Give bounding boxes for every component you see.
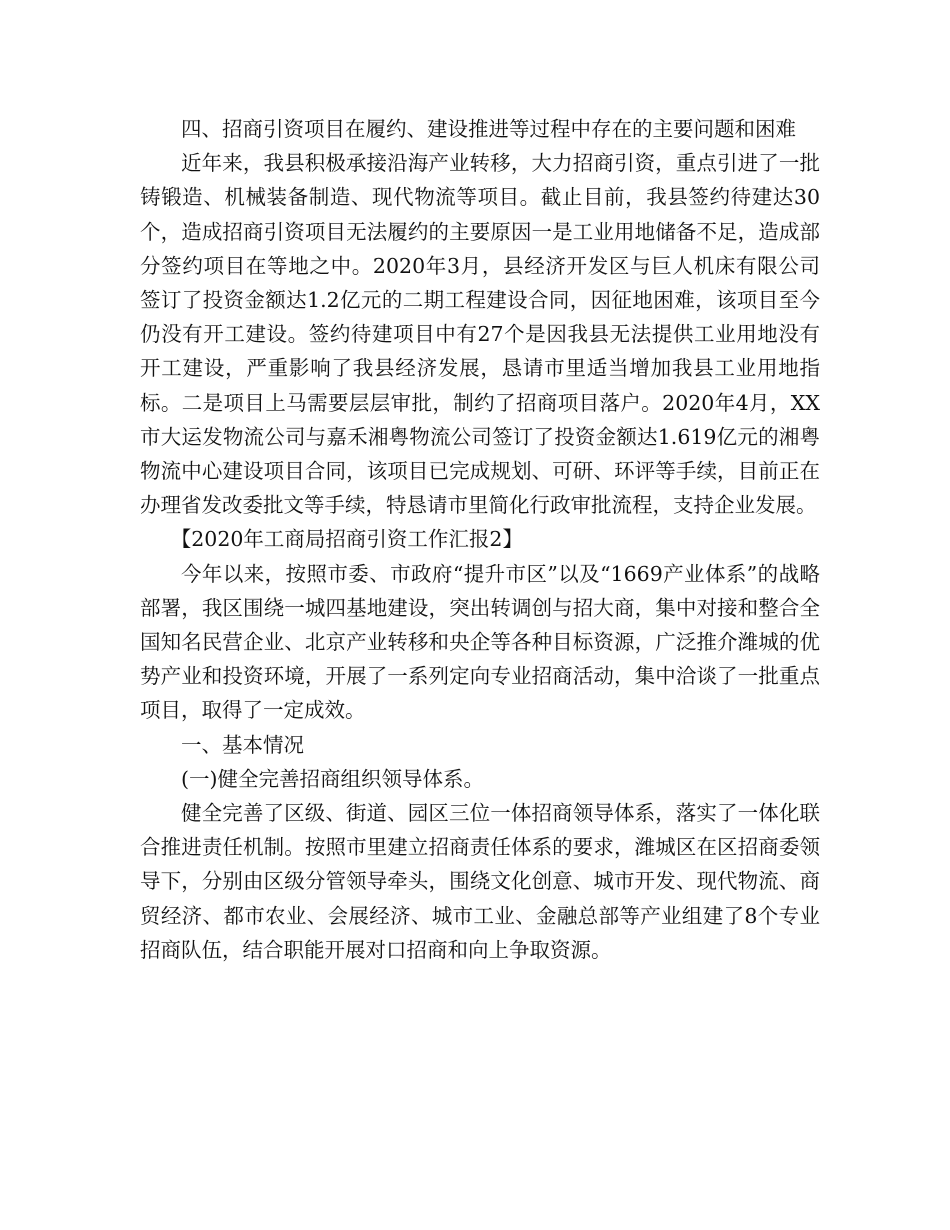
section-heading-basic: 一、基本情况: [181, 732, 304, 757]
document-page: [140, 112, 820, 967]
body-paragraph-leadership: 健全完善了区级、街道、园区三位一体招商领导体系，落实了一体化联合推进责任机制。按照市里建立招商责任体系的要求，潍城区在区招商委领导下，分别由区级分管领导牵头，围绕文化创意、城市开发、现代物流、商贸经济、都市农业、会展经济、城市工业、金融总部等产业组建了8个专业招商队伍，结合职能开展对口招商和向上争取资源。: [140, 801, 820, 962]
body-paragraph-problems: 近年来，我县积极承接沿海产业转移，大力招商引资，重点引进了一批铸锻造、机械装备制造、现代物流等项目。截止目前，我县签约待建达30个，造成招商引资项目无法履约的主要原因一是工业用地储备不足，造成部分签约项目在等地之中。2020年3月，县经济开发区与巨人机床有限公司签订了投资金额达1.2亿元的二期工程建设合同，因征地困难，该项目至今仍没有开工建设。签约待建项目中有27个是因我县无法提供工业用地没有开工建设，严重影响了我县经济发展，恳请市里适当增加我县工业用地指标。二是项目上马需要层层审批，制约了招商项目落户。2020年4月，XX市大运发物流公司与嘉禾湘粤物流公司签订了投资金额达1.619亿元的湘粤物流中心建设项目合同，该项目已完成规划、可研、环评等手续，目前正在办理省发改委批文等手续，特恳请市里简化行政审批流程，支持企业发展。: [140, 151, 820, 518]
body-paragraph-intro: 今年以来，按照市委、市政府“提升市区”以及“1669产业体系”的战略部署，我区围绕一城四基地建设，突出转调创与招大商，集中对接和整合全国知名民营企业、北京产业转移和央企等各种目标资源，广泛推介潍城的优势产业和投资环境，开展了一系列定向专业招商活动，集中洽谈了一批重点项目，取得了一定成效。: [140, 561, 820, 723]
section-heading-problems: 四、招商引资项目在履约、建设推进等过程中存在的主要问题和困难: [181, 117, 796, 141]
report-title: 【2020年工商局招商引资工作汇报2】: [170, 527, 523, 552]
subsection-heading-leadership: (一)健全完善招商组织领导体系。: [181, 766, 484, 791]
